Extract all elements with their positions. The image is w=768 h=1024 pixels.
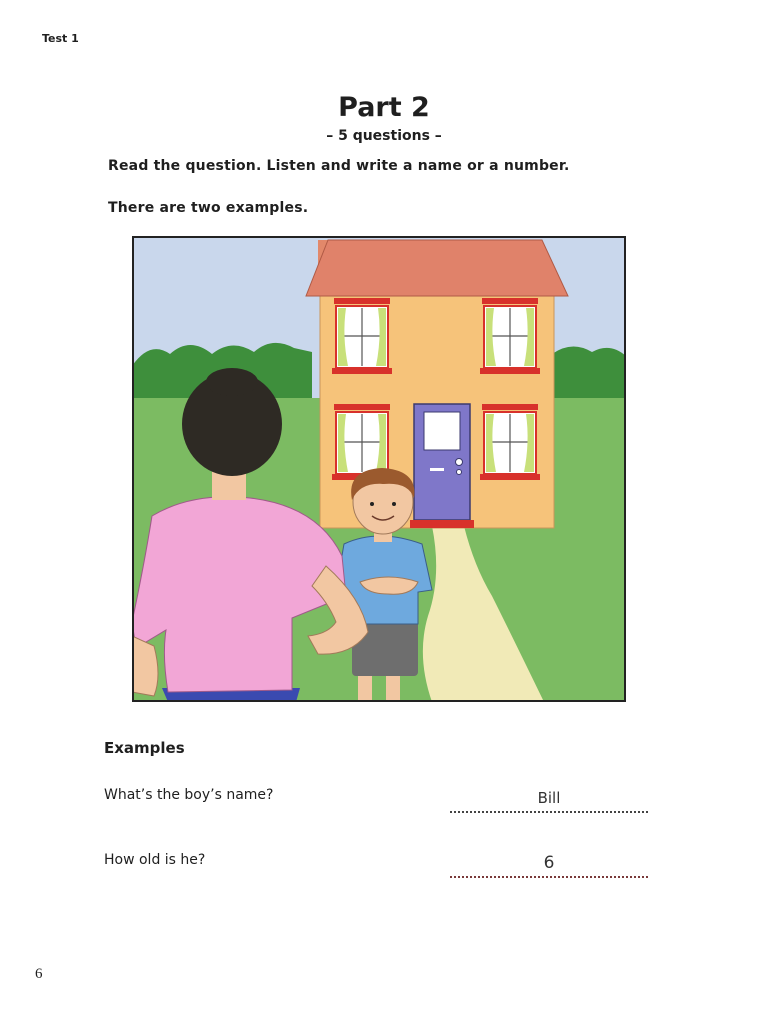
examples-heading: Examples <box>104 739 185 757</box>
page-number: 6 <box>35 966 43 982</box>
example-question: How old is he? <box>104 852 206 868</box>
instruction-text: Read the question. Listen and write a name or a number. <box>108 158 570 174</box>
house <box>306 240 568 528</box>
page-title: Part 2 <box>338 92 430 123</box>
example-question: What’s the boy’s name? <box>104 787 274 803</box>
examples-note: There are two examples. <box>108 200 309 216</box>
example-answer: 6 <box>543 853 555 873</box>
scene-illustration <box>132 236 626 702</box>
example-answer: Bill <box>537 789 561 807</box>
test-label: Test 1 <box>42 32 79 45</box>
page-subtitle: – 5 questions – <box>326 128 442 144</box>
answer-line <box>450 876 648 878</box>
answer-line <box>450 811 648 813</box>
